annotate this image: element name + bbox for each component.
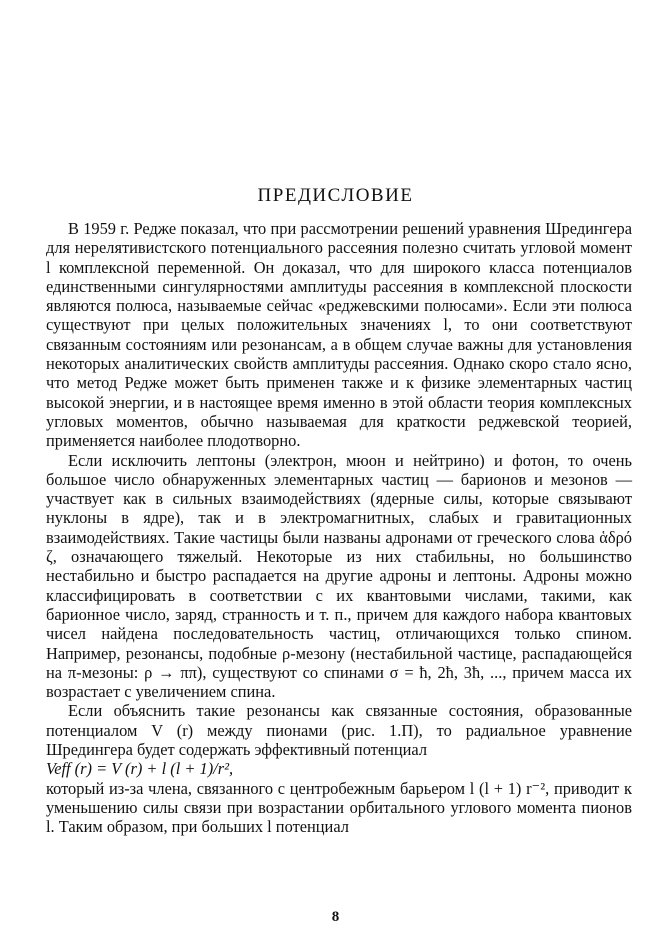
paragraph-2: Если исключить лептоны (электрон, мюон и нейтрино) и фотон, то очень большое число обнаруженных элементарных частиц — барионов и мезонов — участвует как в сильных взаимодействиях (ядерные силы, которые связывают нуклоны в ядре), так и в электромагнитных, слабых и гравитационных взаимодействиях. Такие частицы были названы адронами от греческого слова ἁδρό ζ, означающего тяжелый. Некоторые из них стабильны, но большинство нестабильно и быстро распадается на другие адроны и лептоны. Адроны можно классифицировать в соответствии с их квантовыми числами, такими, как барионное число, заряд, странность и т. п., причем для каждого набора квантовых чисел найдена последовательность частиц, отличающихся только спином. Например, резонансы, подобные ρ-мезону (нестабильной частице, распадающейся на π-мезоны: ρ → ππ), существуют со спинами σ = ħ, 2ħ, 3ħ, ..., причем масса их возрастает с увеличением спина. xyxy=(46,450,632,702)
page-number: 8 xyxy=(331,909,340,925)
page-title: ПРЕДИСЛОВИЕ xyxy=(257,185,414,206)
paragraph-1: В 1959 г. Редже показал, что при рассмотрении решений уравнения Шредингера для нерелятивистского потенциального рассеяния полезно считать угловой момент l комплексной переменной. Он доказал, что для широкого класса потенциалов единственными сингулярностями амплитуды рассеяния в комплексной плоскости являются полюса, называемые сейчас «реджевскими полюсами». Если эти полюса существуют при целых положительных значениях l, то они соответствуют связанным состояниям или резонансам, а в общем случае важны для установления некоторых аналитических свойств амплитуды рассеяния. Однако скоро стало ясно, что метод Редже может быть применен также и к физике элементарных частиц высокой энергии, и в настоящее время именно в этой области теория комплексных угловых моментов, обычно называемая для краткости реджевской теорией, применяется наиболее плодотворно. xyxy=(46,219,632,451)
formula: Veff (r) = V (r) + l (l + 1)/r², xyxy=(46,759,234,779)
paragraph-3: Если объяснить такие резонансы как связанные состояния, образованные потенциалом V (r) между пионами (рис. 1.П), то радиальное уравнение Шредингера будет содержать эффективный потенциал xyxy=(46,701,632,760)
paragraph-continuation: который из-за члена, связанного с центробежным барьером l (l + 1) r⁻², приводит к уменьшению силы связи при возрастании орбитального углового момента пионов l. Таким образом, при больших l потенциал xyxy=(46,778,632,837)
body-text xyxy=(46,219,632,837)
